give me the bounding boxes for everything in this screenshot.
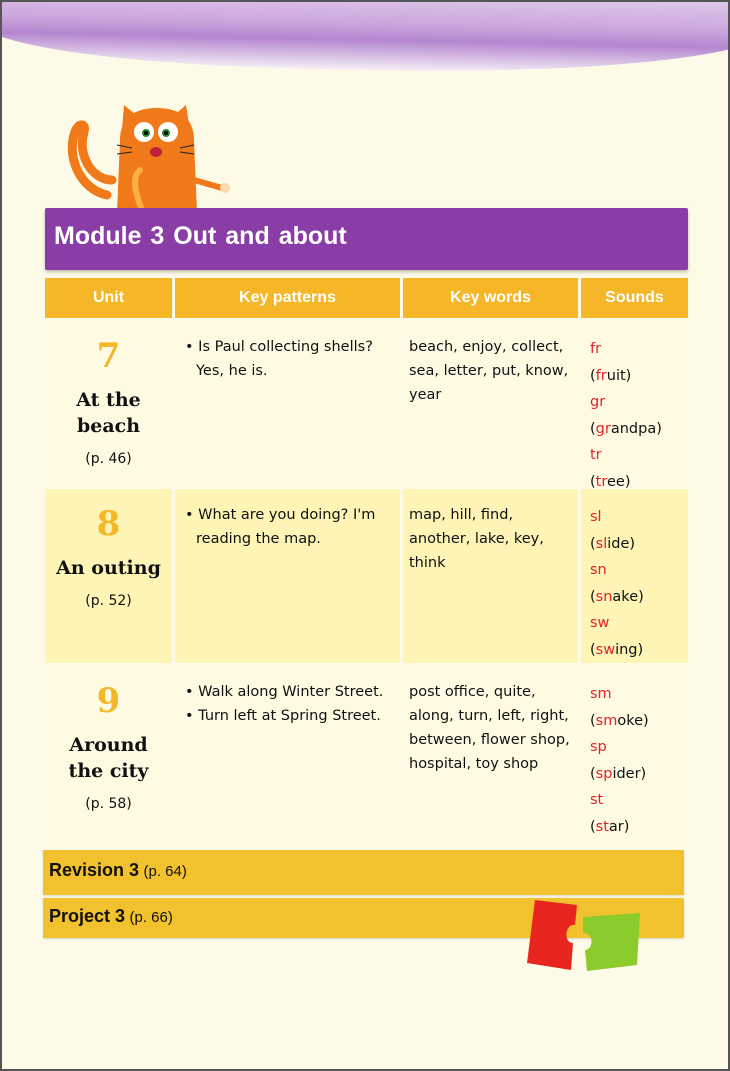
unit-page: (p. 52)	[85, 593, 132, 609]
key-patterns-cell	[175, 321, 400, 486]
sound-highlight: fr	[595, 367, 607, 384]
unit-name	[45, 387, 172, 439]
key-words-cell: beach, enjoy, collect, sea, letter, put, know, year	[403, 321, 578, 486]
sound: fr	[590, 341, 602, 357]
key-pattern: • Walk along Winter Street.	[185, 684, 384, 700]
header-key-words: Key words	[403, 278, 578, 318]
paren: (	[590, 765, 596, 782]
revision-page: (p. 64)	[143, 863, 187, 880]
paren: (	[590, 367, 596, 384]
key-words-cell: post office, quite, along, turn, left, right, between, flower shop, hospital, toy shop	[403, 666, 578, 846]
sound-example	[590, 637, 688, 664]
key-patterns-cell	[175, 666, 400, 846]
unit-cell[interactable]	[45, 666, 172, 846]
paren: (	[590, 588, 596, 605]
unit-page: (p. 58)	[85, 796, 132, 812]
puzzle-pieces-icon	[525, 895, 645, 975]
decorative-banner	[0, 0, 730, 78]
unit-cell[interactable]	[45, 489, 172, 663]
paren: (	[590, 818, 596, 835]
table-header	[45, 278, 688, 318]
sound-example-rest: oke)	[617, 712, 649, 729]
sound: sl	[590, 509, 602, 525]
sound-example	[590, 708, 688, 735]
unit-number: 8	[96, 504, 121, 544]
unit-name-line: the city	[68, 760, 149, 782]
unit-name-line: An outing	[56, 557, 161, 579]
unit-row	[45, 489, 688, 663]
paren: (	[590, 473, 596, 490]
sound-example	[590, 761, 688, 788]
contents-table	[45, 278, 688, 846]
sound-highlight: sm	[595, 712, 618, 729]
sounds-cell	[581, 321, 688, 490]
unit-cell[interactable]	[45, 321, 172, 486]
sound-highlight: tr	[595, 473, 607, 490]
sound-highlight: sw	[595, 641, 616, 658]
sound-highlight: gr	[595, 420, 611, 437]
sounds-cell	[581, 489, 688, 663]
sound-example-rest: ing)	[615, 641, 644, 658]
sound-example	[590, 584, 688, 611]
sound-example	[590, 814, 688, 841]
sounds-cell	[581, 666, 688, 846]
sound: gr	[590, 394, 606, 410]
sound-example-rest: ide)	[607, 535, 636, 552]
sound-highlight: st	[595, 818, 609, 835]
revision-link[interactable]	[43, 850, 684, 895]
sound-example-rest: ee)	[607, 473, 631, 490]
sound-example-rest: uit)	[606, 367, 632, 384]
unit-number: 7	[96, 336, 121, 376]
sound: sm	[590, 686, 612, 702]
unit-row	[45, 321, 688, 490]
module-title-bar	[45, 208, 688, 270]
sound: st	[590, 792, 604, 808]
sound: sp	[590, 739, 607, 755]
paren: (	[590, 420, 596, 437]
sound-highlight: sn	[595, 588, 613, 605]
header-key-patterns: Key patterns	[175, 278, 400, 318]
unit-number: 9	[96, 681, 121, 721]
revision-label: Revision 3	[49, 860, 140, 880]
key-pattern: • Is Paul collecting shells? Yes, he is.	[185, 339, 373, 379]
sound-example	[590, 416, 688, 443]
unit-row	[45, 666, 688, 846]
paren: (	[590, 641, 596, 658]
key-pattern: • Turn left at Spring Street.	[185, 708, 381, 724]
sound: sn	[590, 562, 607, 578]
project-page: (p. 66)	[129, 909, 173, 926]
unit-page: (p. 46)	[85, 451, 132, 467]
sound-highlight: sp	[595, 765, 613, 782]
unit-name-line: At the	[76, 389, 141, 411]
sound: sw	[590, 615, 610, 631]
sound-example-rest: ider)	[612, 765, 647, 782]
header-unit: Unit	[45, 278, 172, 318]
header-sounds: Sounds	[581, 278, 688, 318]
sound-example	[590, 531, 688, 558]
sound-example-rest: ar)	[608, 818, 630, 835]
unit-name	[45, 732, 172, 784]
module-title: Module 3 Out and about	[54, 222, 347, 250]
sound-example-rest: ake)	[612, 588, 644, 605]
paren: (	[590, 712, 596, 729]
cat-illustration	[62, 100, 237, 212]
unit-name-line: beach	[76, 415, 141, 437]
unit-name	[45, 555, 172, 581]
paren: (	[590, 535, 596, 552]
sound-highlight: sl	[595, 535, 608, 552]
project-label: Project 3	[49, 906, 126, 926]
unit-name-line: Around	[69, 734, 148, 756]
sound-example-rest: andpa)	[610, 420, 662, 437]
key-words-cell: map, hill, find, another, lake, key, think	[403, 489, 578, 663]
sound-example	[590, 363, 688, 390]
sound: tr	[590, 447, 602, 463]
key-patterns-cell	[175, 489, 400, 663]
key-pattern: • What are you doing? I'm reading the map.	[185, 507, 376, 547]
